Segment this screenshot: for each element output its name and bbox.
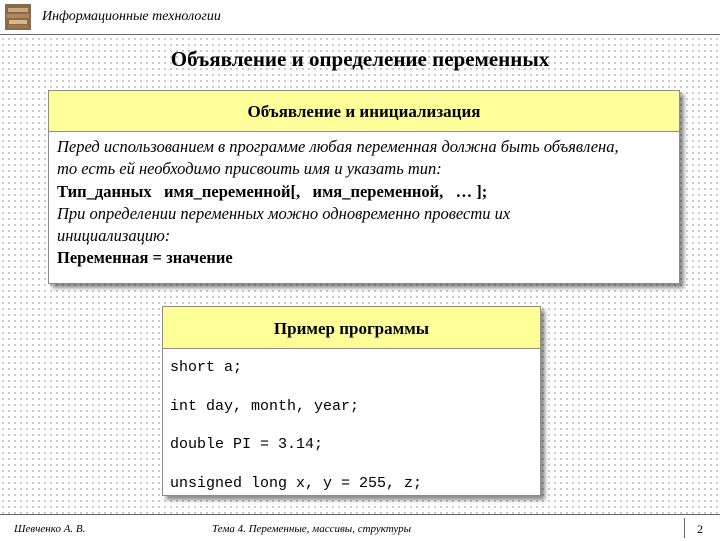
footer [0,514,720,541]
slide-title: Объявление и определение переменных [170,47,550,71]
code-line: short a; [170,359,243,376]
text-line: то есть ей необходимо присвоить имя и указать тип: [57,159,442,179]
assignment-line: Переменная = значение [57,248,233,268]
code-line: unsigned long x, y = 255, z; [170,474,423,492]
code-line: double PI = 3.14; [170,436,324,453]
code-line: int day, month, year; [170,397,360,415]
example-box-heading: Пример программы [163,307,540,349]
example-box [162,306,541,496]
page-number: 2 [684,518,715,538]
header-title: Информационные технологии [42,9,221,24]
text-line: При определении переменных можно одновременно провести их [57,203,511,223]
header [0,0,720,35]
syntax-line: Тип_данных имя_переменной[, имя_переменной, … ]; [57,181,488,201]
footer-author: Шевченко А. В. [14,523,86,535]
footer-theme: Тема 4. Переменные, массивы, структуры [212,523,412,535]
book-stack-icon [4,3,32,31]
text-line: Перед использованием в программе любая переменная должна быть объявлена, [57,137,619,156]
declaration-box-body [49,132,679,270]
text-line: инициализацию: [57,226,171,246]
declaration-box-heading: Объявление и инициализация [49,91,679,132]
code-block [163,349,540,503]
declaration-box [48,90,680,284]
